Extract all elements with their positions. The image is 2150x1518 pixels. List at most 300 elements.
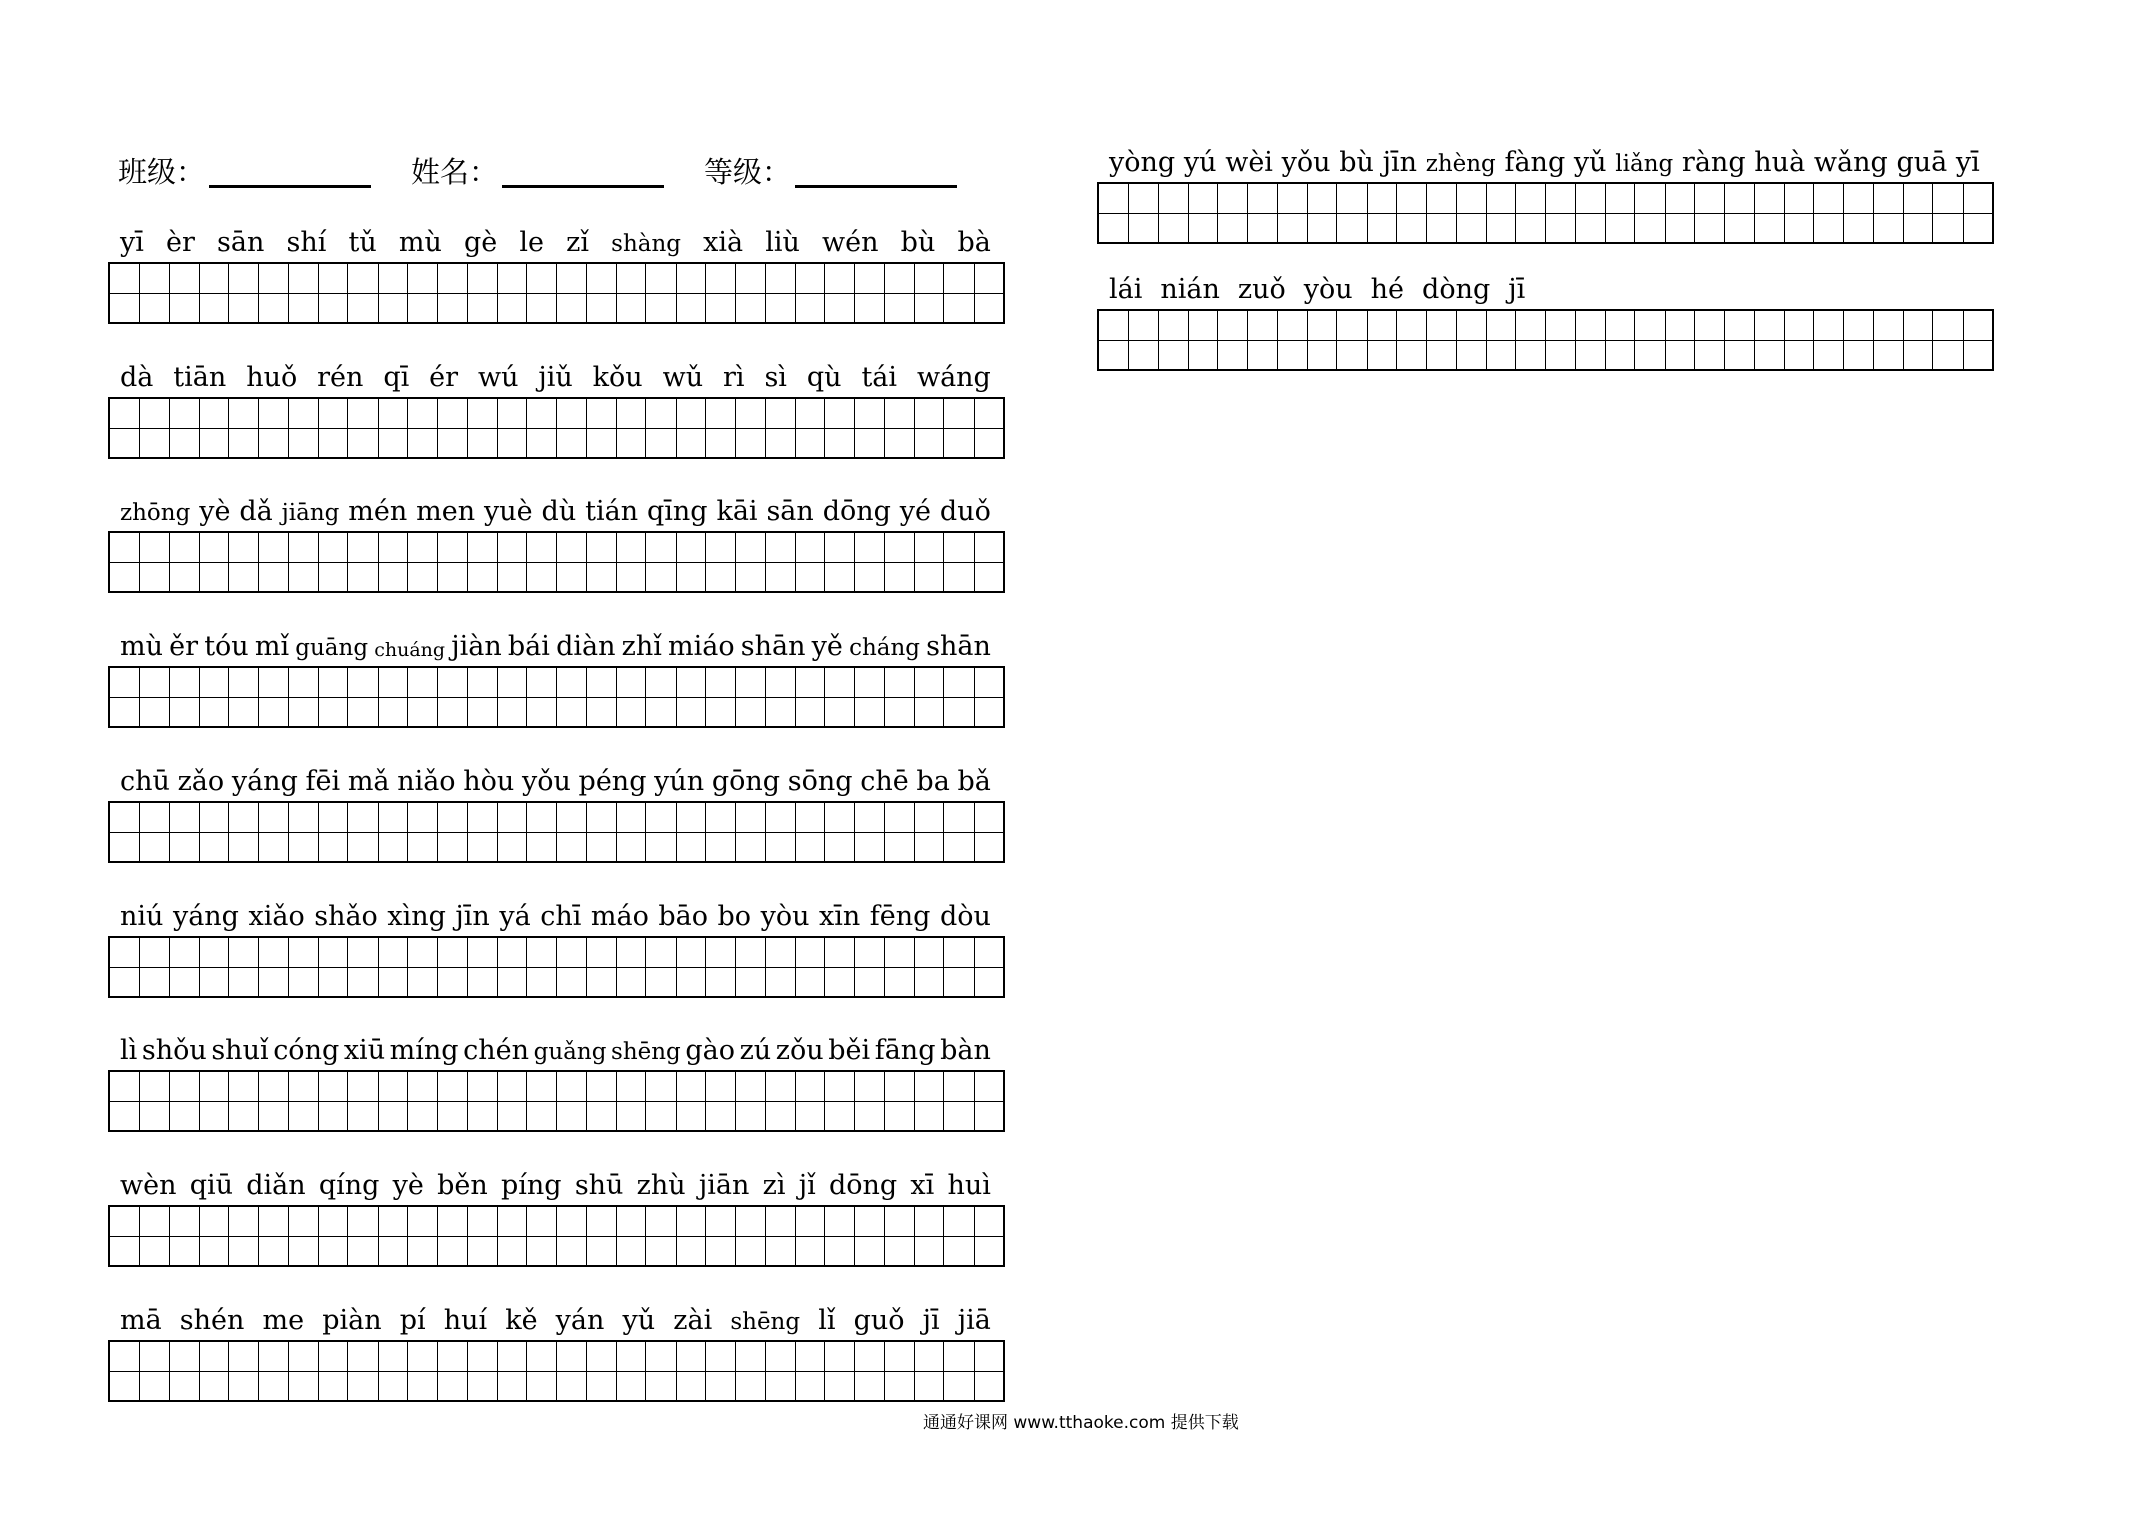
pinyin-syllable: qīng [646,496,708,528]
pinyin-syllable: bàn [940,1035,991,1067]
writing-cell [765,668,825,726]
pinyin-syllable: mén [348,496,408,528]
pinyin-syllable: sōng [787,765,853,797]
pinyin-line [108,747,1005,801]
writing-cell [110,1342,169,1400]
writing-cell [1158,311,1218,369]
pinyin-syllable: sì [764,361,787,393]
writing-cell [110,533,169,591]
writing-cell [705,533,765,591]
writing-cell [884,1207,944,1265]
writing-cell [347,803,407,861]
tianzige-grid [108,801,1005,863]
writing-cell [1217,311,1277,369]
tianzige-grid [108,1340,1005,1402]
writing-cell [1099,184,1158,242]
writing-cell [1634,311,1694,369]
writing-cell [705,938,765,996]
pinyin-syllable: kě [505,1304,538,1336]
pinyin-syllable: píng [501,1169,562,1201]
pinyin-syllable: ěr [169,631,199,663]
writing-cell [347,668,407,726]
pinyin-syllable: jiāng [281,500,340,527]
pinyin-syllable: yú [1183,147,1217,178]
pinyin-syllable: jiān [698,1169,750,1201]
writing-cell [467,1207,527,1265]
exercise-row [108,477,1005,593]
writing-cell [645,1342,705,1400]
writing-cell [526,533,586,591]
pinyin-line [108,882,1005,936]
writing-cell [824,668,884,726]
pinyin-syllable: chén [463,1035,530,1067]
exercise-row [108,1016,1005,1132]
writing-cell [586,803,646,861]
pinyin-line [108,477,1005,531]
writing-cell [884,803,944,861]
pinyin-syllable: shū [574,1169,624,1201]
writing-cell [110,938,169,996]
pinyin-syllable: tái [861,361,898,393]
writing-cell [169,668,229,726]
pinyin-syllable: huǒ [246,361,298,393]
pinyin-syllable: qù [806,361,842,393]
pinyin-syllable: gōng [711,765,781,797]
writing-cell [467,264,527,322]
pinyin-syllable: lái [1109,274,1143,305]
tianzige-grid [1097,309,1994,371]
pinyin-syllable: yǔ [1573,147,1607,178]
pinyin-syllable: lì [120,1035,138,1067]
writing-cell [526,803,586,861]
pinyin-syllable: xiǎo [248,900,305,932]
writing-cell [467,533,527,591]
writing-cell [110,264,169,322]
writing-cell [407,1342,467,1400]
writing-cell [169,803,229,861]
pinyin-syllable: bù [1339,147,1374,178]
pinyin-syllable: mǎ [347,765,390,797]
writing-cell [288,938,348,996]
writing-cell [110,803,169,861]
pinyin-syllable: sān [217,227,265,258]
writing-cell [1694,311,1754,369]
tianzige-grid [108,666,1005,728]
writing-cell [228,938,288,996]
writing-cell [288,533,348,591]
pinyin-syllable: qíng [318,1169,380,1201]
pinyin-syllable: shēng [611,1039,681,1066]
writing-cell [347,1342,407,1400]
writing-cell [645,938,705,996]
pinyin-syllable: gè [464,227,498,258]
exercise-row [108,1151,1005,1267]
pinyin-syllable: bù [900,227,936,258]
pinyin-syllable: niú [120,900,164,932]
pinyin-syllable: yè [392,1169,424,1201]
writing-cell [1336,311,1396,369]
writing-cell [407,1207,467,1265]
writing-cell [288,803,348,861]
writing-cell [228,1207,288,1265]
writing-cell [347,1207,407,1265]
writing-cell [407,668,467,726]
pinyin-line [1097,128,1994,182]
writing-cell [1515,184,1575,242]
pinyin-syllable: diàn [556,631,616,663]
pinyin-syllable: pí [399,1304,426,1336]
pinyin-syllable: yè [199,496,231,528]
writing-cell [586,264,646,322]
pinyin-syllable: xī [910,1169,935,1201]
tianzige-grid [108,1070,1005,1132]
pinyin-syllable: jiǔ [538,361,573,393]
tianzige-grid [108,262,1005,324]
writing-cell [645,264,705,322]
pinyin-syllable: zài [673,1304,713,1336]
pinyin-syllable: yǒu [1281,147,1331,178]
writing-cell [943,264,1003,322]
pinyin-syllable: bāo [658,900,708,932]
pinyin-syllable: chē [860,765,909,797]
writing-cell [1575,184,1635,242]
writing-cell [705,803,765,861]
exercise-row [108,612,1005,728]
writing-cell [884,399,944,457]
pinyin-syllable: huà [1754,147,1806,178]
pinyin-syllable: miáo [668,631,735,663]
pinyin-syllable: zǒu [775,1035,824,1067]
writing-cell [1813,184,1873,242]
pinyin-syllable: yòu [760,900,810,932]
writing-cell [586,938,646,996]
worksheet-header [118,148,997,188]
writing-cell [467,803,527,861]
pinyin-syllable: sān [766,496,814,528]
writing-cell [705,399,765,457]
writing-cell [884,1072,944,1130]
pinyin-syllable: ba [916,765,950,797]
exercise-row [1097,128,1994,244]
writing-cell [943,1207,1003,1265]
pinyin-syllable: yáng [231,765,298,797]
pinyin-syllable: mǐ [254,631,290,663]
pinyin-syllable: yǒu [521,765,571,797]
grade-field [704,155,957,188]
writing-cell [943,533,1003,591]
writing-cell [765,803,825,861]
writing-cell [347,399,407,457]
pinyin-syllable: kǒu [592,361,643,393]
writing-cell [169,1207,229,1265]
writing-cell [467,1342,527,1400]
pinyin-syllable: lǐ [818,1304,836,1336]
name-label: 姓名： [411,155,499,189]
pinyin-syllable: zuǒ [1237,274,1286,305]
pinyin-syllable: shǒu [141,1035,207,1067]
writing-cell [824,533,884,591]
writing-cell [526,938,586,996]
writing-cell [1575,311,1635,369]
writing-cell [1694,184,1754,242]
footer-credit: 通通好课网 www.tthaoke.com 提供下载 [923,1413,1239,1433]
pinyin-syllable: duǒ [939,496,991,528]
pinyin-syllable: cóng [273,1035,340,1067]
writing-cell [1158,184,1218,242]
writing-cell [1277,311,1337,369]
pinyin-syllable: diǎn [246,1169,306,1201]
writing-cell [824,264,884,322]
pinyin-syllable: tǔ [348,227,377,258]
tianzige-grid [108,397,1005,459]
writing-cell [586,1207,646,1265]
writing-cell [884,1342,944,1400]
writing-cell [407,803,467,861]
writing-cell [884,668,944,726]
pinyin-syllable: yún [654,765,705,797]
writing-cell [467,399,527,457]
writing-cell [586,1342,646,1400]
writing-cell [1754,184,1814,242]
pinyin-syllable: jǐ [798,1169,816,1201]
pinyin-syllable: mā [120,1304,162,1336]
pinyin-syllable: kāi [716,496,758,528]
pinyin-syllable: dǎ [239,496,273,528]
pinyin-syllable: xiū [343,1035,386,1067]
class-blank-line [209,155,371,188]
writing-cell [1813,311,1873,369]
writing-cell [228,1072,288,1130]
pinyin-syllable: dà [120,361,154,393]
pinyin-syllable: guǎng [533,1039,607,1066]
pinyin-syllable: dù [541,496,577,528]
class-field [118,155,371,188]
pinyin-syllable: bái [507,631,550,663]
writing-cell [943,668,1003,726]
writing-cell [288,1072,348,1130]
pinyin-syllable: gào [685,1035,735,1067]
pinyin-syllable: shǎo [314,900,378,932]
pinyin-syllable: hòu [463,765,515,797]
writing-cell [586,1072,646,1130]
pinyin-syllable: mù [398,227,442,258]
pinyin-syllable: wèi [1225,147,1273,178]
writing-cell [765,1207,825,1265]
pinyin-syllable: dōng [828,1169,898,1201]
exercise-row [108,882,1005,998]
pinyin-syllable: ér [429,361,459,393]
pinyin-syllable: wǎng [1813,147,1888,178]
writing-cell [1515,311,1575,369]
pinyin-syllable: shēng [730,1308,801,1335]
writing-cell [645,399,705,457]
pinyin-syllable: fāng [874,1035,936,1067]
pinyin-syllable: xìng [387,900,446,932]
writing-cell [645,533,705,591]
writing-cell [169,1072,229,1130]
pinyin-line [108,612,1005,666]
writing-cell [407,399,467,457]
pinyin-syllable: huì [947,1169,991,1201]
writing-cell [110,399,169,457]
pinyin-syllable: yuè [484,496,533,528]
pinyin-syllable: guā [1896,147,1948,178]
pinyin-syllable: fàng [1504,147,1566,178]
pinyin-syllable: péng [578,765,647,797]
grade-blank-line [795,155,957,188]
pinyin-line [108,343,1005,397]
writing-cell [228,399,288,457]
pinyin-syllable: yán [555,1304,605,1336]
writing-cell [943,803,1003,861]
pinyin-syllable: jīn [455,900,490,932]
writing-cell [824,399,884,457]
pinyin-syllable: tián [585,496,639,528]
writing-cell [288,399,348,457]
exercise-row [108,208,1005,324]
writing-cell [705,264,765,322]
writing-cell [824,1072,884,1130]
writing-cell [943,1342,1003,1400]
writing-cell [1456,184,1516,242]
pinyin-syllable: zhèng [1425,151,1496,177]
writing-cell [765,533,825,591]
writing-cell [586,668,646,726]
pinyin-syllable: dòng [1422,274,1491,305]
pinyin-syllable: bǎ [957,765,991,797]
writing-cell [824,1207,884,1265]
writing-cell [824,1342,884,1400]
writing-cell [765,1342,825,1400]
writing-cell [586,399,646,457]
writing-cell [288,668,348,726]
pinyin-syllable: běi [828,1035,871,1067]
pinyin-syllable: zǐ [566,227,590,258]
pinyin-syllable: yě [811,631,843,663]
writing-cell [526,264,586,322]
name-field [411,155,664,188]
pinyin-syllable: bo [717,900,752,932]
writing-cell [765,264,825,322]
writing-cell [347,938,407,996]
pinyin-syllable: zhǐ [621,631,662,663]
writing-cell [526,1342,586,1400]
writing-cell [347,264,407,322]
pinyin-syllable: wén [822,227,879,258]
writing-cell [407,533,467,591]
pinyin-syllable: liǎng [1615,151,1674,177]
tianzige-grid [108,531,1005,593]
pinyin-syllable: shān [926,631,991,663]
pinyin-syllable: nián [1160,274,1220,305]
pinyin-syllable: yá [499,900,531,932]
pinyin-syllable: zú [739,1035,772,1067]
writing-cell [1336,184,1396,242]
pinyin-syllable: chī [540,900,582,932]
pinyin-line [108,1286,1005,1340]
pinyin-syllable: fēi [305,765,341,797]
pinyin-syllable: shén [179,1304,245,1336]
pinyin-syllable: zì [762,1169,786,1201]
pinyin-syllable: me [262,1304,305,1336]
writing-cell [1634,184,1694,242]
pinyin-syllable: yòng [1109,147,1176,178]
writing-cell [1396,184,1456,242]
pinyin-syllable: yǔ [622,1304,656,1336]
writing-cell [884,264,944,322]
pinyin-syllable: chū [120,765,170,797]
tianzige-grid [108,1205,1005,1267]
pinyin-syllable: men [416,496,476,528]
pinyin-syllable: jī [1508,274,1526,305]
writing-cell [169,533,229,591]
pinyin-syllable: tóu [204,631,249,663]
writing-cell [526,1072,586,1130]
pinyin-syllable: zhù [636,1169,686,1201]
writing-cell [1754,311,1814,369]
pinyin-syllable: yé [899,496,932,528]
pinyin-syllable: wèn [120,1169,177,1201]
writing-cell [407,264,467,322]
writing-cell [824,938,884,996]
writing-cell [1099,311,1158,369]
tianzige-grid [1097,182,1994,244]
writing-cell [347,1072,407,1130]
pinyin-syllable: huí [443,1304,488,1336]
writing-cell [467,938,527,996]
writing-cell [407,938,467,996]
writing-cell [1396,311,1456,369]
writing-cell [1217,184,1277,242]
writing-cell [1277,184,1337,242]
pinyin-syllable: guǒ [853,1304,905,1336]
pinyin-syllable: jiā [957,1304,991,1336]
pinyin-syllable: èr [166,227,195,258]
pinyin-syllable: qiū [189,1169,234,1201]
writing-cell [1873,184,1933,242]
writing-cell [288,1207,348,1265]
pinyin-syllable: cháng [849,635,921,662]
pinyin-line [108,1016,1005,1070]
pinyin-syllable: guāng [295,635,369,662]
writing-cell [586,533,646,591]
writing-cell [645,668,705,726]
writing-cell [110,668,169,726]
pinyin-syllable: shí [286,227,327,258]
writing-cell [884,938,944,996]
writing-cell [943,1072,1003,1130]
writing-cell [467,668,527,726]
writing-cell [943,938,1003,996]
writing-cell [228,1342,288,1400]
pinyin-syllable: xīn [819,900,861,932]
pinyin-syllable: le [519,227,545,258]
writing-cell [1932,184,1992,242]
tianzige-grid [108,936,1005,998]
pinyin-syllable: yī [1955,147,1980,178]
pinyin-syllable: jiàn [451,631,502,663]
writing-cell [347,533,407,591]
pinyin-syllable: yòu [1303,274,1353,305]
writing-cell [943,399,1003,457]
pinyin-syllable: jī [922,1304,940,1336]
pinyin-syllable: shàng [611,231,682,257]
pinyin-syllable: bà [957,227,991,258]
pinyin-syllable: máo [590,900,649,932]
pinyin-syllable: chuáng [374,639,446,662]
pinyin-syllable: wú [477,361,519,393]
pinyin-syllable: rì [723,361,745,393]
